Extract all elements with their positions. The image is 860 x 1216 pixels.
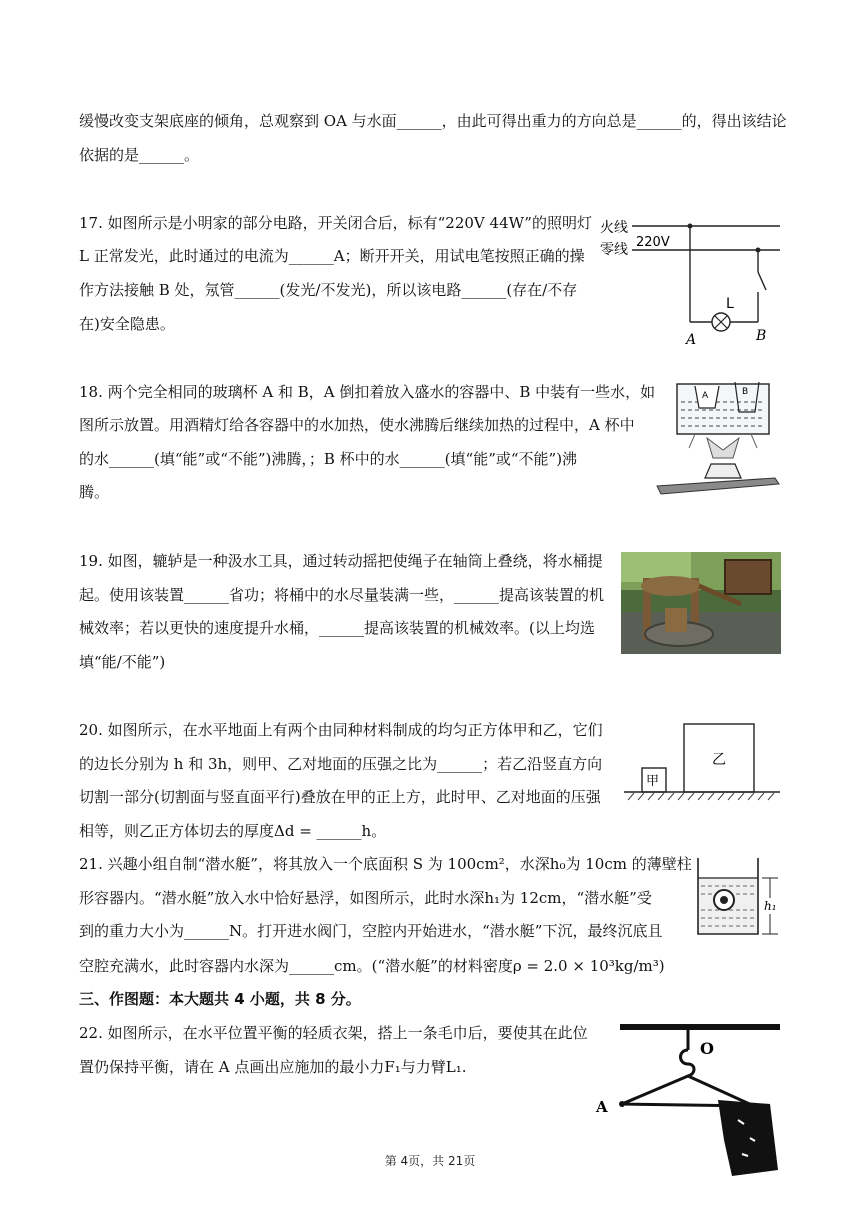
q19-line-2: 起。使用该装置______省功；将桶中的水尽量装满一些，______提高该装置的机 <box>79 586 605 604</box>
q18-line-2: 图所示放置。用酒精灯给各容器中的水加热，使水沸腾后继续加热的过程中，A 杯中 <box>79 416 635 434</box>
q17-line-2: L 正常发光，此时通过的电流为______A；断开开关，用试电笔按照正确的操 <box>79 247 585 265</box>
q21-line-1: 21. 兴趣小组自制“潜水艇”，将其放入一个底面积 S 为 100cm²，水深h₀为 10cm 的薄壁柱 <box>79 855 692 873</box>
q21-line-3: 到的重力大小为______N。打开进水阀门，空腔内开始进水，“潜水艇”下沉，最终沉底且 <box>79 922 663 940</box>
small-cube-label: 甲 <box>646 774 660 789</box>
q20-line-2: 的边长分别为 h 和 3h，则甲、乙对地面的压强之比为______；若乙沿竖直方向 <box>79 755 603 773</box>
well-windlass-photo <box>621 552 781 654</box>
q21-line-2: 形容器内。“潜水艇”放入水中恰好悬浮，如图所示，此时水深h₁为 12cm，“潜水艇”受 <box>79 889 652 907</box>
hanger-hook-icon <box>681 1050 695 1076</box>
large-cube-label: 乙 <box>712 752 726 768</box>
point-a-label: A <box>686 332 697 348</box>
neutral-wire-label: 零线 <box>600 242 628 258</box>
flame-icon <box>707 438 739 458</box>
q18-line-3: 的水______(填“能”或“不能”)沸腾，；B 杯中的水______(填“能”或“不能”)沸 <box>79 450 578 468</box>
lamp-label: L <box>726 296 734 312</box>
cup-a-label: A <box>702 391 709 401</box>
q19-line-1: 19. 如图，辘轳是一种汲水工具，通过转动摇把使绳子在轴筒上叠绕，将水桶提 <box>79 552 603 570</box>
q18-line-4: 腾。 <box>79 483 110 501</box>
circuit-diagram <box>598 208 782 350</box>
q17-line-3: 作方法接触 B 处，氖管______(发光/不发光)，所以该电路______(存在/不存 <box>79 281 578 299</box>
q22-line-2: 置仍保持平衡，请在 A 点画出应施加的最小力F₁与力臂L₁. <box>79 1058 467 1076</box>
q17-line-4: 在)安全隐患。 <box>79 315 175 333</box>
cubes-diagram <box>622 718 782 806</box>
q17-line-1: 17. 如图所示是小明家的部分电路，开关闭合后，标有“220V 44W”的照明灯 <box>79 214 592 232</box>
point-a-label: A <box>596 1098 608 1116</box>
page-footer: 第 4页，共 21页 <box>384 1154 476 1168</box>
depth-label: h₁ <box>764 899 777 913</box>
boiling-cups-diagram <box>655 382 781 496</box>
pivot-label: O <box>700 1039 714 1058</box>
q19-line-4: 填“能/不能”) <box>79 653 166 671</box>
voltage-label: 220V <box>636 235 670 250</box>
q20-line-3: 切割一部分(切割面与竖直面平行)叠放在甲的正上方，此时甲、乙对地面的压强 <box>79 788 601 806</box>
q20-line-1: 20. 如图所示，在水平地面上有两个由同种材料制成的均匀正方体甲和乙，它们 <box>79 721 603 739</box>
q19-line-3: 械效率；若以更快的速度提升水桶，______提高该装置的机械效率。(以上均选 <box>79 619 595 637</box>
submarine-container-diagram <box>692 856 782 938</box>
q21-line-4: 空腔充满水，此时容器内水深为______cm。(“潜水艇”的材料密度ρ = 2.0 × 10³kg/m³) <box>79 957 665 975</box>
live-wire-label: 火线 <box>600 220 628 236</box>
q16-line-2: 依据的是______。 <box>79 146 200 164</box>
q22-line-1: 22. 如图所示，在水平位置平衡的轻质衣架，搭上一条毛巾后，要使其在此位 <box>79 1024 588 1042</box>
q16-line-1: 缓慢改变支架底座的倾角，总观察到 OA 与水面______，由此可得出重力的方向总是______的，得出该结论 <box>79 112 787 130</box>
alcohol-lamp-icon <box>705 464 741 478</box>
point-b-label: B <box>756 328 767 344</box>
q18-line-1: 18. 两个完全相同的玻璃杯 A 和 B，A 倒扣着放入盛水的容器中、B 中装有一些水，如 <box>79 383 656 401</box>
section-3-title: 三、作图题：本大题共 4 小题，共 8 分。 <box>79 990 361 1008</box>
q20-line-4: 相等，则乙正方体切去的厚度Δd = ______h。 <box>79 822 387 840</box>
cup-b-label: B <box>742 387 749 397</box>
